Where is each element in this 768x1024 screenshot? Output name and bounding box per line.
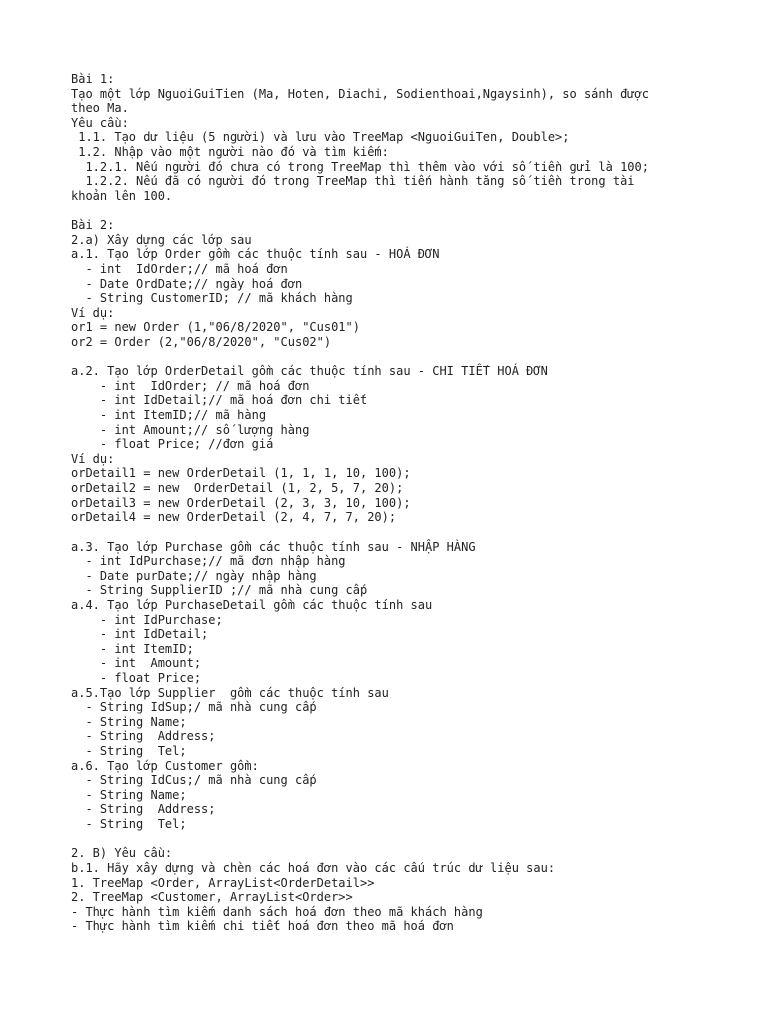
document-line: - int IdOrder; // mã hoá đơn xyxy=(71,378,310,393)
document-body xyxy=(71,72,711,934)
document-line: - int IdDetail; xyxy=(71,627,209,642)
document-line: - String IdCus;/ mã nhà cung cấp xyxy=(71,773,317,788)
document-line: - String Tel; xyxy=(71,744,187,759)
document-line: a.6. Tạo lớp Customer gồm: xyxy=(71,758,259,773)
document-line: - Date OrdDate;// ngày hoá đơn xyxy=(71,276,303,291)
document-line: - int Amount;// số lượng hàng xyxy=(71,422,310,437)
document-line: 1. TreeMap <Order, ArrayList<OrderDetail>> xyxy=(71,875,375,890)
blank-line xyxy=(71,525,711,540)
document-line: - String IdSup;/ mã nhà cung cấp xyxy=(71,700,317,715)
document-line: 1.2.1. Nếu người đó chưa có trong TreeMap thì thêm vào với số tiền gửi là 100; xyxy=(71,159,649,174)
document-line: - String Name; xyxy=(71,714,187,729)
document-line: a.3. Tạo lớp Purchase gồm các thuộc tính sau - NHẬP HÀNG xyxy=(71,539,476,554)
document-line: 2. B) Yêu cầu: xyxy=(71,846,173,861)
document-line: 2. TreeMap <Customer, ArrayList<Order>> xyxy=(71,890,353,905)
document-line: b.1. Hãy xây dựng và chèn các hoá đơn vào các cấu trúc dư liệu sau: xyxy=(71,860,556,875)
document-line: - String Address; xyxy=(71,802,216,817)
blank-line xyxy=(71,350,711,365)
document-line: orDetail2 = new OrderDetail (1, 2, 5, 7, 20); xyxy=(71,481,404,496)
document-line: - String CustomerID; // mã khách hàng xyxy=(71,291,353,306)
document-line: - float Price; xyxy=(71,670,202,685)
document-line: Ví dụ: xyxy=(71,451,115,466)
document-line: - float Price; //đơn giá xyxy=(71,437,274,452)
document-line: - int IdDetail;// mã hoá đơn chi tiết xyxy=(71,393,368,408)
document-line: - Date purDate;// ngày nhập hàng xyxy=(71,568,317,583)
document-line: - Thực hành tìm kiếm chi tiết hoá đơn theo mã hoá đơn xyxy=(71,919,454,934)
document-line: Bài 1: xyxy=(71,72,115,86)
document-line: Ví dụ: xyxy=(71,305,115,320)
document-line: or1 = new Order (1,"06/8/2020", "Cus01") xyxy=(71,320,360,335)
document-line: 1.1. Tạo dư liệu (5 người) và lưu vào TreeMap <NguoiGuiTen, Double>; xyxy=(71,130,570,145)
document-line: - int Amount; xyxy=(71,656,202,671)
document-line: a.1. Tạo lớp Order gồm các thuộc tính sau - HOÁ ĐƠN xyxy=(71,247,440,262)
document-line: - int IdPurchase;// mã đơn nhập hàng xyxy=(71,554,346,569)
document-line: - String Tel; xyxy=(71,817,187,832)
document-line: - int ItemID; xyxy=(71,641,194,656)
document-line: a.5.Tạo lớp Supplier gồm các thuộc tính sau xyxy=(71,685,389,700)
document-line: theo Ma. xyxy=(71,101,129,116)
document-line: 2.a) Xây dựng các lớp sau xyxy=(71,232,252,247)
blank-line xyxy=(71,203,711,218)
document-line: - int IdPurchase; xyxy=(71,612,223,627)
document-line: khoản lên 100. xyxy=(71,188,173,203)
document-line: orDetail1 = new OrderDetail (1, 1, 1, 10, 100); xyxy=(71,466,411,481)
document-line: - String SupplierID ;// mã nhà cung cấp xyxy=(71,583,368,598)
document-line: - String Name; xyxy=(71,787,187,802)
document-line: - Thực hành tìm kiếm danh sách hoá đơn theo mã khách hàng xyxy=(71,904,483,919)
document-line: or2 = Order (2,"06/8/2020", "Cus02") xyxy=(71,334,332,349)
blank-line xyxy=(71,832,711,847)
document-line: Tạo một lớp NguoiGuiTien (Ma, Hoten, Diachi, Sodienthoai,Ngaysinh), so sánh được xyxy=(71,86,649,101)
document-line: 1.2. Nhập vào một người nào đó và tìm kiếm: xyxy=(71,145,389,160)
document-line: Bài 2: xyxy=(71,218,115,233)
document-line: - int ItemID;// mã hàng xyxy=(71,408,267,423)
document-line: Yêu cầu: xyxy=(71,115,129,130)
document-line: - String Address; xyxy=(71,729,216,744)
document-line: orDetail3 = new OrderDetail (2, 3, 3, 10, 100); xyxy=(71,495,411,510)
document-line: a.4. Tạo lớp PurchaseDetail gồm các thuộc tính sau xyxy=(71,597,433,612)
document-line: a.2. Tạo lớp OrderDetail gồm các thuộc tính sau - CHI TIẾT HOÁ ĐƠN xyxy=(71,364,548,379)
document-line: - int IdOrder;// mã hoá đơn xyxy=(71,261,288,276)
document-line: orDetail4 = new OrderDetail (2, 4, 7, 7, 20); xyxy=(71,510,397,525)
document-line: 1.2.2. Nếu đã có người đó trong TreeMap thì tiến hành tăng số tiền trong tài xyxy=(71,174,635,189)
